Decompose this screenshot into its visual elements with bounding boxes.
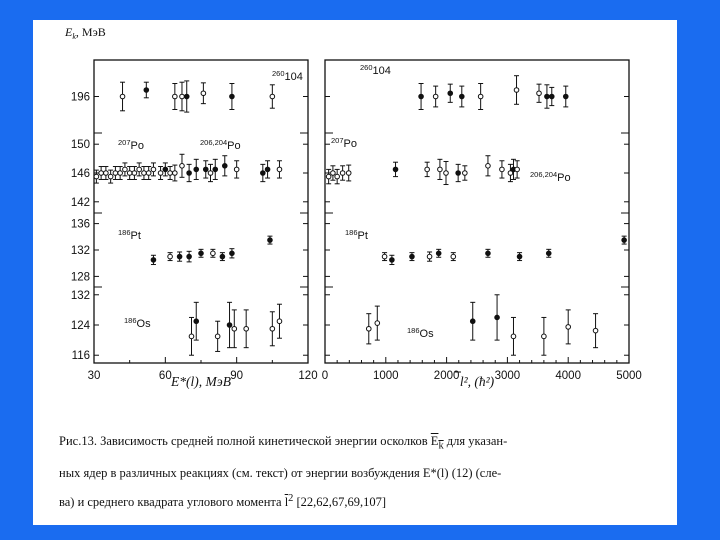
right-data-point xyxy=(515,167,520,172)
right-data-point xyxy=(514,88,519,93)
left-data-point xyxy=(194,319,199,324)
right-nuclide-label-mass: 260 xyxy=(360,63,373,72)
right-nuclide-label-2-symbol: Po xyxy=(557,172,571,184)
left-data-point xyxy=(270,326,275,331)
left-nuclide-label-2 xyxy=(200,138,241,152)
right-data-point xyxy=(340,171,345,176)
right-nuclide-label-symbol: Po xyxy=(343,138,357,150)
y-tick-label: 116 xyxy=(71,350,90,363)
caption-ek: $E_k$ xyxy=(430,434,444,452)
left-data-point xyxy=(211,251,216,256)
left-x-tick-label: 30 xyxy=(87,370,101,382)
left-data-point xyxy=(203,167,208,172)
right-data-point xyxy=(517,254,522,259)
left-data-point xyxy=(113,171,118,176)
right-data-point xyxy=(438,167,443,172)
y-tick-label: 196 xyxy=(70,91,90,104)
right-nuclide-label-symbol: Os xyxy=(419,328,434,340)
left-data-point xyxy=(151,167,156,172)
y-tick-label: 146 xyxy=(70,168,90,180)
right-nuclide-label xyxy=(331,136,357,150)
left-data-point xyxy=(173,171,178,176)
right-data-point xyxy=(448,91,453,96)
right-x-tick-label: 3000 xyxy=(494,370,521,382)
left-nuclide-label-symbol: 104 xyxy=(284,71,303,83)
left-data-point xyxy=(108,174,113,179)
y-axis-unit-sub: k xyxy=(72,32,76,41)
right-data-point xyxy=(511,334,516,339)
right-data-point xyxy=(546,251,551,256)
left-data-point xyxy=(120,94,125,99)
right-data-point xyxy=(456,171,461,176)
right-data-point xyxy=(451,254,456,259)
y-tick-label: 150 xyxy=(70,139,90,152)
left-data-point xyxy=(268,238,273,243)
right-x-tick-label: 5000 xyxy=(616,370,642,382)
right-nuclide-label-symbol: Pt xyxy=(357,230,368,242)
right-data-point xyxy=(410,254,415,259)
left-nuclide-label-symbol: Os xyxy=(136,318,151,330)
y-axis-unit-label xyxy=(64,25,106,41)
left-data-point xyxy=(146,171,151,176)
right-data-point xyxy=(390,258,395,263)
right-data-point xyxy=(563,94,568,99)
left-data-point xyxy=(261,171,266,176)
right-nuclide-label xyxy=(360,63,391,77)
right-data-point xyxy=(425,167,430,172)
right-data-point xyxy=(436,251,441,256)
left-data-point xyxy=(220,254,225,259)
right-data-point xyxy=(470,319,475,324)
left-data-point xyxy=(189,334,194,339)
figure xyxy=(33,20,677,420)
right-data-point xyxy=(486,251,491,256)
right-data-point xyxy=(382,254,387,259)
right-x-axis-label: l², (ħ²) xyxy=(459,374,495,389)
left-nuclide-label xyxy=(118,228,141,242)
right-x-tick-label: 2000 xyxy=(433,370,460,382)
left-data-point xyxy=(270,94,275,99)
y-tick-label: 142 xyxy=(70,196,90,209)
left-nuclide-label-mass: 207 xyxy=(118,138,131,147)
right-x-tick-label: 0 xyxy=(321,370,329,382)
left-data-point xyxy=(201,91,206,96)
left-data-point xyxy=(187,254,192,259)
left-nuclide-label-mass: 186 xyxy=(124,316,137,325)
right-data-point xyxy=(537,91,542,96)
right-data-point xyxy=(366,326,371,331)
left-data-point xyxy=(173,94,178,99)
left-data-point xyxy=(230,94,235,99)
right-data-point xyxy=(331,171,336,176)
left-nuclide-label xyxy=(124,316,151,330)
left-data-point xyxy=(158,171,163,176)
left-data-point xyxy=(230,251,235,256)
left-data-point xyxy=(137,167,142,172)
right-nuclide-label-2-mass: 206,204 xyxy=(530,170,558,179)
y-tick-label: 132 xyxy=(70,289,90,302)
right-data-point xyxy=(500,167,505,172)
y-tick-label: 132 xyxy=(70,245,90,257)
right-data-point xyxy=(495,315,500,320)
y-tick-label: 136 xyxy=(70,218,90,231)
left-data-point xyxy=(123,167,128,172)
left-nuclide-label-mass: 260 xyxy=(272,69,285,78)
left-data-point xyxy=(142,171,147,176)
right-data-point xyxy=(486,164,491,169)
left-data-point xyxy=(177,254,182,259)
right-x-tick-label: 4000 xyxy=(555,370,581,382)
left-nuclide-label-2-symbol: Po xyxy=(227,140,241,152)
y-axis-unit-symbol: E xyxy=(65,25,73,39)
caption-line-1: Рис.13. Зависимость средней полной кинетической энергии осколков $E_k$ для указан- xyxy=(59,434,508,452)
right-nuclide-label-symbol: 104 xyxy=(372,65,391,77)
left-data-point xyxy=(94,174,99,179)
left-data-point xyxy=(244,326,249,331)
left-data-point xyxy=(277,167,282,172)
right-data-point xyxy=(346,171,351,176)
right-nuclide-label xyxy=(345,228,368,242)
left-nuclide-label xyxy=(272,69,303,83)
left-x-tick-label: 90 xyxy=(230,370,244,382)
left-data-point xyxy=(163,167,168,172)
left-x-tick-label: 60 xyxy=(158,370,172,382)
y-tick-label: 128 xyxy=(70,271,90,284)
left-data-point xyxy=(199,251,204,256)
right-nuclide-label-mass: 186 xyxy=(345,228,358,237)
right-plot-frame xyxy=(325,60,629,363)
right-data-point xyxy=(566,325,571,330)
left-data-point xyxy=(99,171,104,176)
right-nuclide-label-mass: 186 xyxy=(407,326,420,335)
left-data-point xyxy=(227,323,232,328)
left-data-point xyxy=(118,171,123,176)
right-data-point xyxy=(444,171,449,176)
slide xyxy=(33,20,677,525)
left-data-point xyxy=(222,164,227,169)
left-data-point xyxy=(215,334,220,339)
right-data-point xyxy=(545,94,550,99)
left-data-point xyxy=(277,319,282,324)
right-data-point xyxy=(478,94,483,99)
left-data-point xyxy=(132,171,137,176)
left-data-point xyxy=(194,167,199,172)
left-nuclide-label-mass: 186 xyxy=(118,228,131,237)
y-tick-label: 124 xyxy=(70,320,90,332)
left-x-tick-label: 120 xyxy=(298,370,318,382)
right-data-point xyxy=(622,238,627,243)
left-x-axis-label: E*(l), МэВ xyxy=(171,374,231,389)
caption-line-2: ных ядер в различных реакциях (см. текст) от энергии возбуждения E*(l) (12) (сле- xyxy=(59,465,502,480)
left-data-point xyxy=(144,88,149,93)
left-data-point xyxy=(234,167,239,172)
right-data-point xyxy=(419,94,424,99)
right-data-point xyxy=(542,334,547,339)
caption-line-3: ва) и среднего квадрата углового момента $\overline{l}^2$ [22,62,67,69,107] xyxy=(59,492,387,509)
left-data-point xyxy=(213,167,218,172)
left-data-point xyxy=(232,326,237,331)
left-nuclide-label-2-mass: 206,204 xyxy=(200,138,228,147)
left-data-point xyxy=(168,171,173,176)
figure-caption xyxy=(59,428,659,515)
left-nuclide-label-symbol: Pt xyxy=(130,230,141,242)
left-data-point xyxy=(265,167,270,172)
left-data-point xyxy=(180,164,185,169)
right-data-point xyxy=(427,254,432,259)
right-x-tick-label: 1000 xyxy=(373,370,399,382)
left-data-point xyxy=(208,171,213,176)
right-data-point xyxy=(335,174,340,179)
right-nuclide-label-mass: 207 xyxy=(331,136,344,145)
right-data-point xyxy=(433,94,438,99)
right-nuclide-label xyxy=(407,326,434,340)
right-data-point xyxy=(326,174,331,179)
right-data-point xyxy=(549,94,554,99)
right-data-point xyxy=(375,321,380,326)
right-data-point xyxy=(460,94,465,99)
left-data-point xyxy=(104,171,109,176)
left-data-point xyxy=(168,254,173,259)
left-data-point xyxy=(151,258,156,263)
right-data-point xyxy=(393,167,398,172)
left-nuclide-label-symbol: Po xyxy=(130,140,144,152)
left-data-point xyxy=(184,94,189,99)
left-data-point xyxy=(180,94,185,99)
right-nuclide-label-2 xyxy=(530,170,571,184)
left-data-point xyxy=(187,171,192,176)
left-data-point xyxy=(127,171,132,176)
right-data-point xyxy=(463,171,468,176)
right-data-point xyxy=(593,328,598,333)
left-nuclide-label xyxy=(118,138,144,152)
y-axis-unit-text: , МэВ xyxy=(75,25,106,39)
